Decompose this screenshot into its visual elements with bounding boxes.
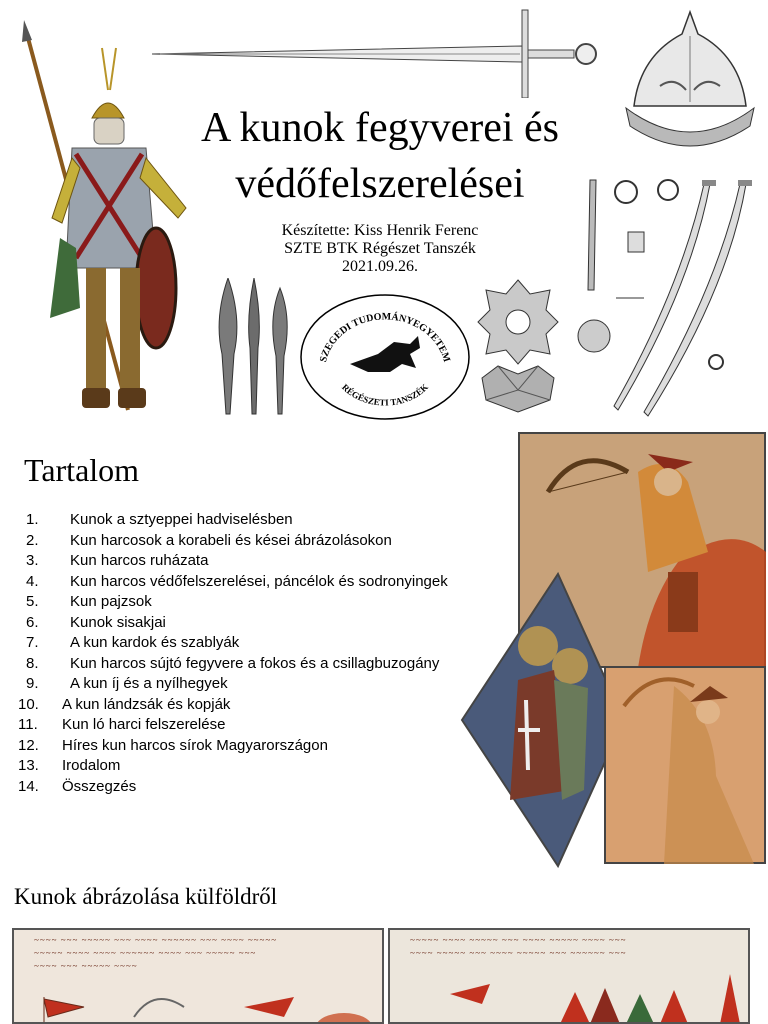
university-logo	[298, 292, 472, 422]
toc-item	[18, 633, 518, 654]
toc-item-number: 8.	[26, 654, 39, 672]
toc-item	[18, 674, 518, 695]
title-line-2: védőfelszerelései	[235, 161, 525, 207]
toc-item-text: Összegzés	[62, 777, 137, 795]
toc-item-number: 12.	[18, 736, 39, 754]
star-mace-drawing	[476, 278, 560, 418]
manuscript-battle-scene	[14, 977, 384, 1024]
toc-item-number: 6.	[26, 613, 39, 631]
toc-item-number: 2.	[26, 531, 39, 549]
author-date: 2021.09.26.	[342, 258, 418, 275]
toc-item-text: Kunok sisakjai	[70, 613, 166, 631]
sabre-finds-drawing	[570, 170, 760, 420]
toc-item-text: Irodalom	[62, 757, 121, 774]
toc-item-text: Kun harcos ruházata	[70, 552, 209, 569]
toc-item-text: Kun harcos sújtó fegyvere a fokos és a csillagbuzogány	[70, 654, 440, 672]
toc-item-number: 1.	[26, 511, 39, 528]
toc-item-text: Kun harcos védőfelszerelései, páncélok és sodronyingek	[70, 572, 448, 590]
toc-item-number: 13.	[18, 757, 39, 774]
toc-item	[18, 572, 518, 593]
section-heading: Kunok ábrázolása külföldről	[14, 884, 278, 909]
toc-item-text: Kunok a sztyeppei hadviselésben	[70, 511, 293, 528]
toc-item	[18, 695, 518, 716]
page-title	[150, 100, 610, 212]
toc-item	[18, 777, 518, 798]
toc-item	[18, 736, 518, 757]
toc-item-number: 14.	[18, 777, 39, 795]
sword-drawing	[150, 8, 602, 98]
logo-bottom-text: RÉGÉSZETI TANSZÉK	[340, 381, 430, 408]
toc-item	[18, 715, 518, 736]
toc-item-text: Híres kun harcos sírok Magyarországon	[62, 736, 328, 754]
author-block	[230, 222, 530, 276]
manuscript-image-left	[12, 928, 384, 1024]
toc-item-number: 7.	[26, 634, 39, 651]
toc-item	[18, 531, 518, 552]
toc-item-number: 9.	[26, 675, 39, 692]
author-name: Készítette: Kiss Henrik Ferenc	[281, 222, 479, 239]
toc-item-number: 4.	[26, 572, 39, 590]
fresco-archer-figure	[604, 666, 766, 864]
toc-item-text: A kun íj és a nyílhegyek	[70, 675, 228, 692]
toc-item-number: 5.	[26, 593, 39, 610]
toc-item-text: A kun kardok és szablyák	[70, 634, 240, 651]
toc-item-number: 3.	[26, 552, 39, 569]
toc-item-number: 11.	[18, 716, 38, 733]
toc-item-number: 10.	[18, 695, 39, 713]
toc-item	[18, 756, 518, 777]
logo-top-text: SZEGEDI TUDOMÁNYEGYETEM	[318, 311, 453, 364]
toc-item	[18, 510, 518, 531]
toc-list	[18, 510, 518, 797]
arrowheads-drawing	[212, 278, 296, 418]
toc-heading: Tartalom	[24, 452, 140, 488]
manuscript-army-scene	[390, 964, 750, 1024]
toc-item-text: Kun harcosok a korabeli és kései ábrázolásokon	[70, 531, 392, 549]
toc-item-text: A kun lándzsák és kopják	[62, 695, 231, 713]
title-line-1: A kunok fegyverei és	[200, 105, 560, 151]
toc-item-text: Kun pajzsok	[70, 593, 152, 610]
toc-item	[18, 654, 518, 675]
toc-item	[18, 592, 518, 613]
manuscript-script-lines-right: ~~~~~ ~~~~ ~~~~~ ~~~ ~~~~ ~~~~~ ~~~~ ~~~ ~~~~ ~~~~~ ~~~ ~~~~ ~~~~~ ~~~ ~~~~~~ ~~~	[410, 935, 627, 958]
helmet-drawing	[620, 6, 760, 156]
manuscript-script-lines: ~~~~ ~~~ ~~~~~ ~~~ ~~~~ ~~~~~~ ~~~ ~~~~ ~~~~~ ~~~~~ ~~~~ ~~~~ ~~~~~~ ~~~~ ~~~ ~~~~~ ~~~ ~~~~ ~~~ ~~~~~ ~~~~	[34, 935, 278, 971]
author-department: SZTE BTK Régészet Tanszék	[284, 240, 476, 257]
toc-item-text: Kun ló harci felszerelése	[62, 716, 226, 733]
toc-item	[18, 551, 518, 572]
manuscript-image-right	[388, 928, 750, 1024]
toc-item	[18, 613, 518, 634]
fresco-embrace-diamond	[458, 570, 628, 870]
